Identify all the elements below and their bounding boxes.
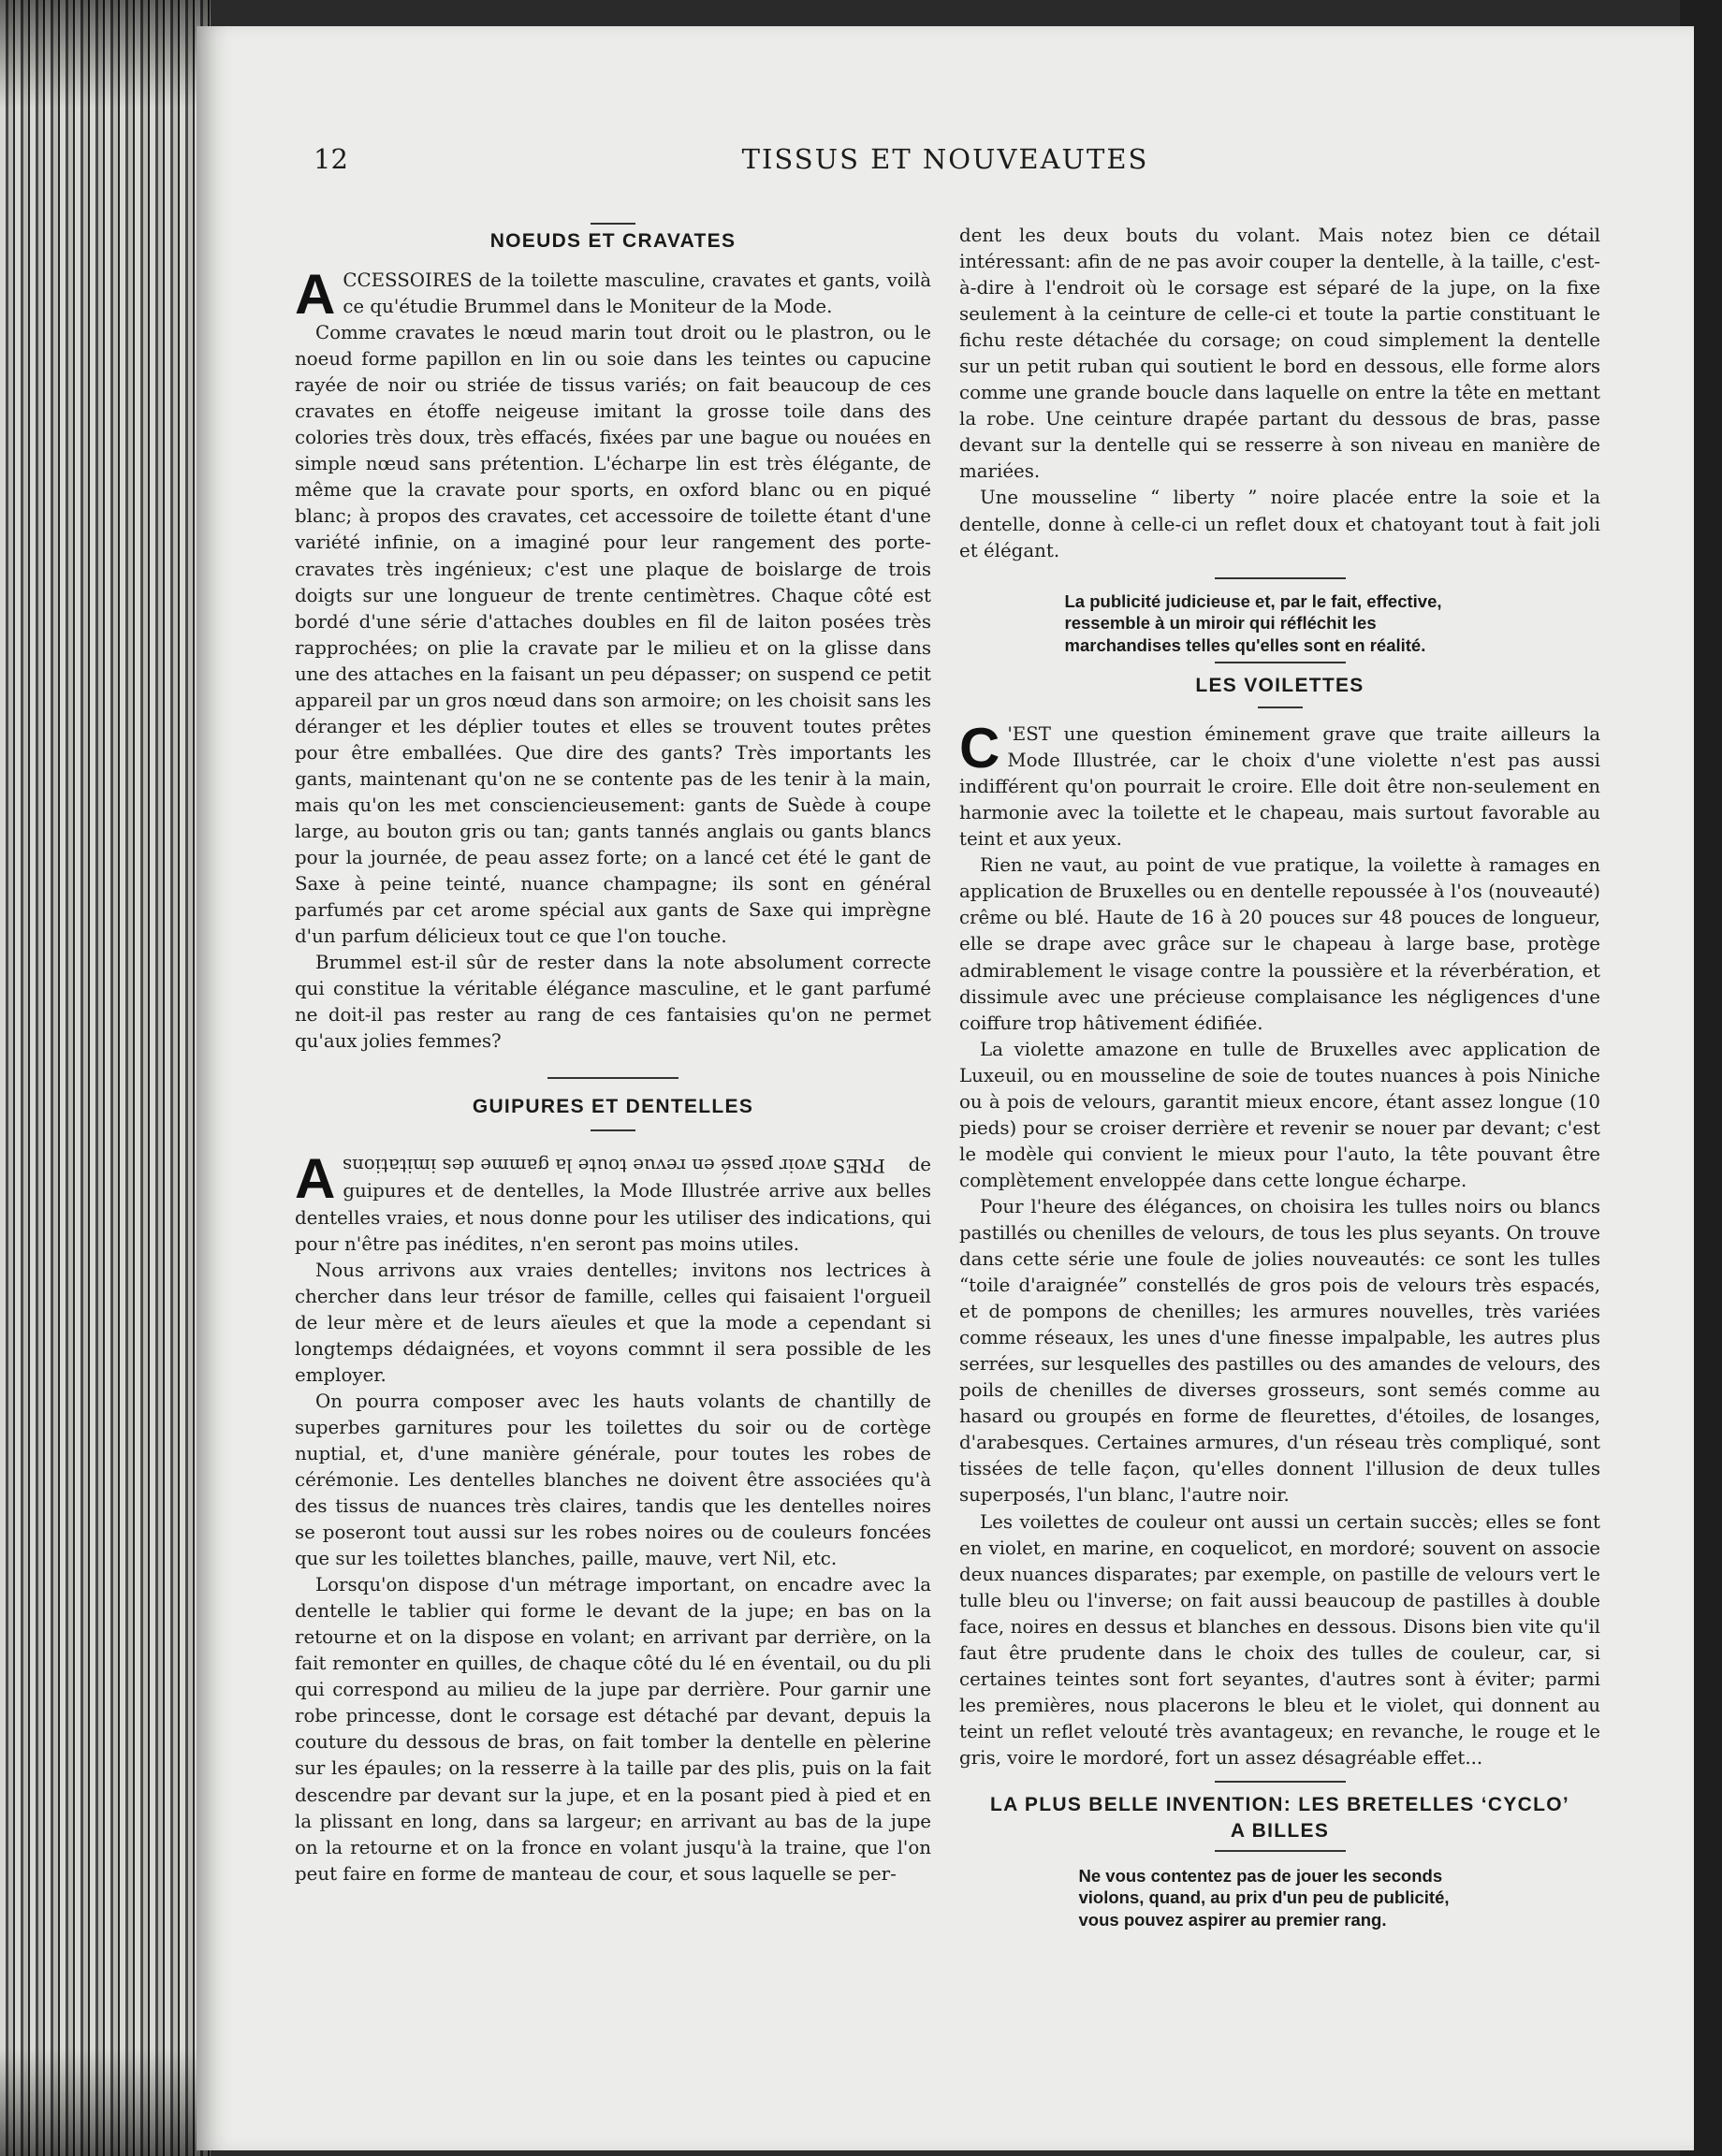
paragraph-voilettes-5: Les voilettes de couleur ont aussi un certain succès; elles se font en violet, en marine, en coquelicot, en mordoré; souvent on associe deux nuances disparates; par exemple, on pastille de velours vert le tulle bleu ou l'inverse; on fait aussi beaucoup de pastilles à double face, noires en dessus et blanches en dessous. Disons bien vite qu'il faut être prudente dans le choix des tulles de couleur, car, si certaines teintes sont fort seyantes, d'autres sont à éviter; parmi les premières, nous placerons le bleu et le violet, qui donnent au teint un reflet velouté très avantageux; en revanche, le rouge et le gris, voire le mordoré, fort un assez désagréable effet... bbox=[959, 1510, 1600, 1769]
paragraph-noeuds-1 bbox=[295, 263, 931, 326]
paragraph-text: 'EST une question éminement grave que traite ailleurs la Mode Illustrée, car le choix d'une violette n'est pas aussi indifférent qu'on pourrait le croire. Elle doit être non-seulement en harmonie avec la toilette et le chapeau, mais surtout favorable au teint et aux yeux. bbox=[959, 723, 1600, 851]
paragraph-voilettes-2: Rien ne vaut, au point de vue pratique, la voilette à ramages en application de Bruxelles ou en dentelle repoussée à l'os (nouveauté) crême ou blé. Haute de 16 à 20 pouces sur 48 pouces de longueur, elle se drape avec grâce sur le chapeau à large base, protège admirablement le visage contre la poussière et la réverbération, et dissimule avec une précieuse complaisance les négligences d'une coiffure trop hâtivement édifiée. bbox=[959, 854, 1600, 1034]
title-invention-line-2: A BILLES bbox=[1230, 1819, 1330, 1842]
paragraph-text: CCESSOIRES de la toilette masculine, cravates et gants, voilà ce qu'étudie Brummel dans le Moniteur de la Mode. bbox=[343, 270, 931, 318]
paragraph-noeuds-2: Comme cravates le nœud marin tout droit ou le plastron, ou le noeud forme papillon en lin ou soie dans les teintes ou capucine rayée de noir ou striée de tissus variés; on fait beaucoup de ces cravates en étoffe neigeuse imitant la grosse toile dans des colories très doux, très effacés, fixées par une bague ou nouées en simple nœud sans prétention. L'écharpe lin est très élégante, de même que la cravate pour sports, en oxford blanc ou en piqué blanc; à propos des cravates, cet accessoire de toilette étant d'une variété infinie, on a imaginé pour leur rangement des porte-cravates très ingénieux; c'est une plaque de boislarge de trois doigts sur une longueur de trente centimètres. Chaque côté est bordé d'une série d'attaches doubles en fil de laiton posées très rapprochées; on plie la cravate par le milieu et on la glisse dans une des attaches en la faisant un peu dépasser; on suspend ce petit appareil par un gros nœud dans son armoire; on les choisit sans les déranger et les déplier toutes et elles se trouvent toutes prêtes pour être emballées. Que dire des gants? Très importants les gants, maintenant qu'on ne se contente pas de les tenir à la main, mais qu'on les met consciencieusement: gants de Suède à coupe large, au bouton gris ou tan; gants tannés anglais ou gants blancs pour la journée, de peau assez forte; on a lancé cet été le gant de Saxe à peine teinté, nuance champagne; ils sont en général parfumés par cet arome spécial aux gants de Saxe qui imprègne d'un parfum délicieux tout ce que l'on touche. bbox=[295, 322, 932, 948]
title-noeuds-et-cravates: NOEUDS ET CRAVATES bbox=[489, 230, 737, 252]
paragraph-guipures-1 bbox=[295, 1147, 931, 1257]
paragraph-guipures-5: dent les deux bouts du volant. Mais notez bien ce détail intéressant: afin de ne pas avoir couper la dentelle, à la taille, c'est-à-dire à l'endroit où le corsage est séparé de la jupe, on la fixe seulement à la ceinture de celle-ci et toute la partie constituant le fichu reste détachée du corsage; on coud simplement la dentelle sur un petit ruban qui soutient le bord en dessous, elle forme alors comme une grande boucle dans laquelle on entre la tête en mettant la robe. Une ceinture drapée partant du dessous de bras, passe devant sur la dentelle qui se resserre à son niveau en manière de mariées. bbox=[959, 225, 1600, 483]
running-title: TISSUS ET NOUVEAUTES bbox=[741, 143, 1149, 175]
drop-cap-a-guipures: A bbox=[295, 1147, 336, 1211]
left-column bbox=[295, 223, 931, 1887]
paragraph-text: de guipures et de dentelles, la Mode Illustrée arrive aux belles dentelles vraies, et nous donne pour les utiliser des indications, qui pour n'être pas inédites, n'en seront pas moins utiles. bbox=[295, 1154, 931, 1255]
advertising-blurb-2: Ne vous contentez pas de jouer les seconds violons, quand, au prix d'un peu de publicité, vous pouvez aspirer au premier rang. bbox=[1078, 1865, 1450, 1930]
page-number: 12 bbox=[314, 143, 348, 175]
paragraph-guipures-2: Nous arrivons aux vraies dentelles; invitons nos lectrices à chercher dans leur trésor de famille, celles qui faisaient l'orgueil de leur mère et de leurs aïeules et que la mode a cependant si longtemps dédaignées, et voyons commnt il sera possible de les employer. bbox=[295, 1259, 931, 1386]
magazine-page bbox=[197, 26, 1694, 2150]
paragraph-noeuds-3: Brummel est-il sûr de rester dans la note absolument correcte qui constitue la véritable élégance masculine, et le gant parfumé ne doit-il pas rester au rang de ces fantaisies qu'on ne permet qu'aux jolies femmes? bbox=[295, 952, 931, 1053]
right-column bbox=[959, 223, 1600, 1930]
paragraph-voilettes-4: Pour l'heure des élégances, on choisira les tulles noirs ou blancs pastillés ou chenilles de velours, de tous les plus seyants. On trouve dans cette série une foule de jolies nouveautés: ce sont les tulles “toile d'araignée” constellés de gros pois de velours très espacés, et de pompons de chenilles; les armures nouvelles, très variées comme réseaux, les unes d'une finesse impalpable, les autres plus serrées, sur lesquelles des pastilles ou des amandes de velours, des poils de chenilles de diverses grosseurs, sont semés comme au hasard ou groupés en forme de fleurettes, d'étoiles, de losanges, d'arabesques. Certaines armures, d'un réseau très compliqué, sont tissées de telle façon, qu'elles donnent l'illusion de deux tulles superposés, l'un blanc, l'autre noir. bbox=[959, 1195, 1600, 1507]
inverted-type-line: PRES avoir passé en revue toute la gamme des imitations bbox=[343, 1155, 886, 1177]
title-invention-line-1: LA PLUS BELLE INVENTION: LES BRETELLES ‘CYCLO’ bbox=[989, 1793, 1570, 1815]
book-page-edges bbox=[0, 0, 211, 2156]
rule-top-noeuds bbox=[591, 223, 635, 225]
title-guipures-et-dentelles: GUIPURES ET DENTELLES bbox=[472, 1096, 754, 1118]
advertising-blurb-1: La publicité judicieuse et, par le fait, effective, ressemble à un miroir qui réfléchit les marchandises telles qu'elles sont en réalité. bbox=[1064, 590, 1442, 655]
paragraph-guipures-3: On pourra composer avec les hauts volants de chantilly de superbes garnitures pour les toilettes du soir ou de cortège nuptial, et, d'une manière générale, pour toutes les robes de cérémonie. Les dentelles blanches ne doivent être associées qu'à des tissus de nuances très claires, tandis que les dentelles noires se poseront tout aussi sur les robes noires ou de couleurs foncées que sur les toilettes blanches, paille, mauve, vert Nil, etc. bbox=[295, 1390, 931, 1570]
drop-cap-a: A bbox=[295, 263, 336, 326]
paragraph-guipures-6: Une mousseline “ liberty ” noire placée entre la soie et la dentelle, donne à celle-ci un reflet doux et chatoyant tout à fait joli et élégant. bbox=[959, 487, 1600, 561]
title-les-voilettes: LES VOILETTES bbox=[1195, 675, 1364, 697]
paragraph-voilettes-3: La violette amazone en tulle de Bruxelles avec application de Luxeuil, ou en mousseline de soie de toutes nuances à pois Niniche ou à pois de velours, garantit mieux encore, étant assez longue (10 pieds) pour se croiser derrière et revenir se nouer par devant; c'est le modèle qui convient le mieux pour l'auto, la tête pouvant être complètement enveloppée dans cette longue écharpe. bbox=[959, 1038, 1600, 1191]
paragraph-guipures-4: Lorsqu'on dispose d'un métrage important, on encadre avec la dentelle le tablier qui forme le devant de la jupe; en bas on la retourne et on la dispose en volant; en arrivant par derrière, on la fait remonter en quilles, de chaque côté du lé en éventail, ou du pli qui correspond au milieu de la jupe par derrière. Pour garnir une robe princesse, dont le corsage est détaché par devant, depuis la couture du dessous de bras, on fait tomber la dentelle en pèlerine sur les épaules; on la resserre à la taille par des plis, puis on la fait descendre par devant sur la jupe, et en la posant pied à pied et en la plissant en long, dans sa largeur; en arrivant au bas de la jupe on la retourne et on la fronce en volant jusqu'à la traine, que l'on peut faire en forme de manteau de cour, et sous laquelle se per- bbox=[295, 1574, 931, 1885]
drop-cap-c: C bbox=[959, 717, 1000, 780]
paragraph-voilettes-1 bbox=[959, 717, 1600, 852]
